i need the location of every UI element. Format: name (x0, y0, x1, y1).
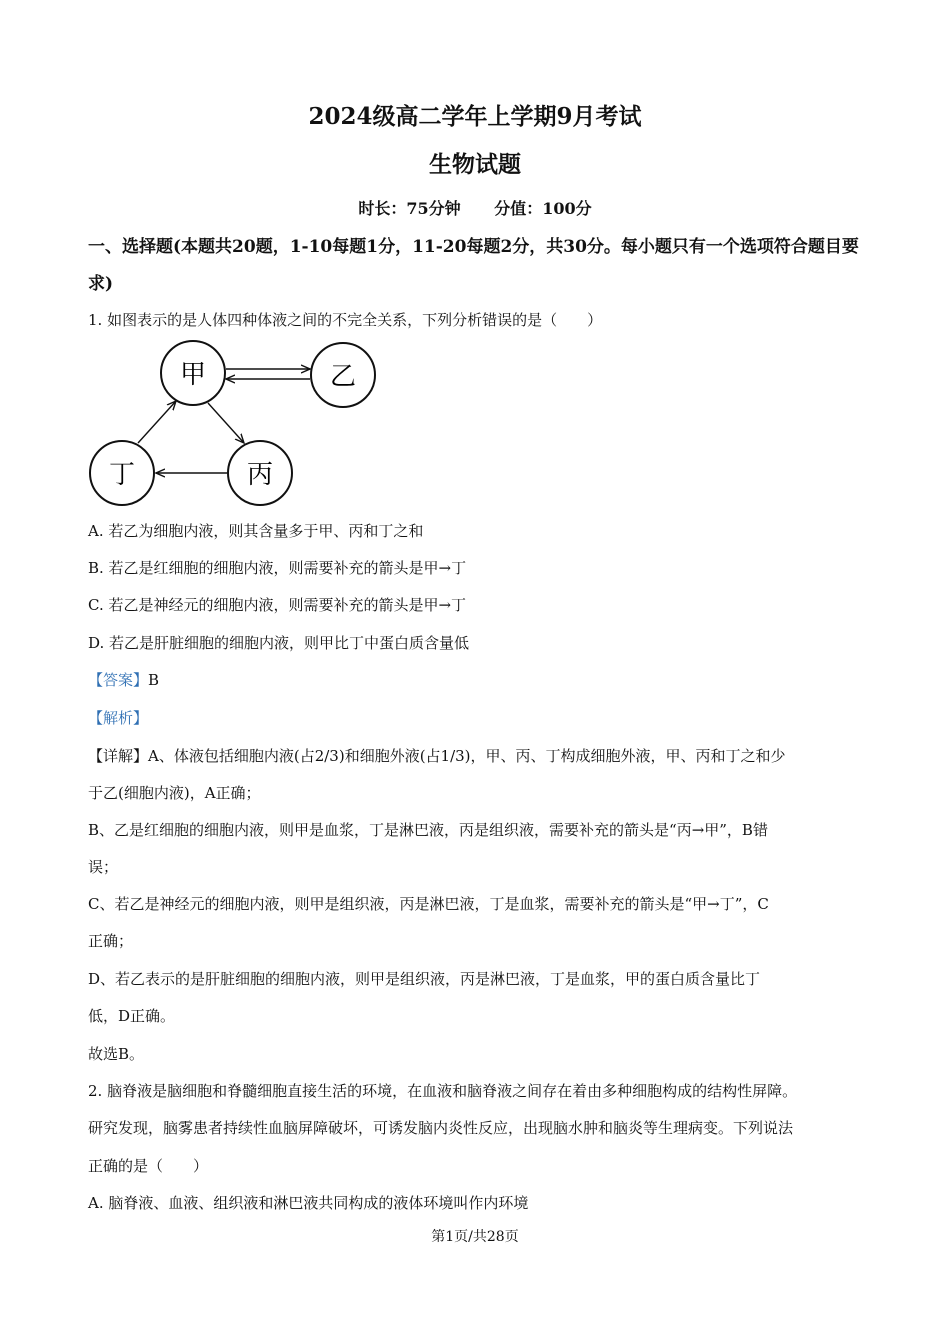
label-jia: 甲 (179, 360, 207, 390)
analysis-label: 【解析】 (88, 709, 149, 727)
detail-label: 【详解】 (88, 747, 149, 765)
arrow-ding-to-jia (138, 401, 176, 443)
explanation-line: D、若乙表示的是肝脏细胞的细胞内液，则甲是组织液，丙是淋巴液，丁是血浆，甲的蛋白质含量比丁 (88, 970, 761, 988)
label-ding: 丁 (108, 460, 136, 490)
explanation-line: 误； (88, 858, 119, 876)
answer-label: 【答案】 (88, 671, 149, 689)
exam-title: 2024级高二学年上学期9月考试 (308, 103, 642, 130)
q1-option-a: A. 若乙为细胞内液，则其含量多于甲、丙和丁之和 (88, 522, 424, 540)
q2-stem-line: 2. 脑脊液是脑细胞和脊髓细胞直接生活的环境，在血液和脑脊液之间存在着由多种细胞构成的结构性屏障。 (88, 1082, 798, 1100)
arrow-jia-to-bing (208, 403, 244, 443)
duration: 时长：75分钟 (358, 199, 461, 218)
explanation-text: A、体液包括细胞内液(占2/3)和细胞外液(占1/3)，甲、丙、丁构成细胞外液，甲、丙和丁之和少 (148, 747, 786, 765)
explanation-line: C、若乙是神经元的细胞内液，则甲是组织液，丙是淋巴液，丁是血浆，需要补充的箭头是“甲→丁”，C (88, 895, 769, 913)
q1-option-c: C. 若乙是神经元的细胞内液，则需要补充的箭头是甲→丁 (88, 596, 467, 614)
explanation-line: 正确； (88, 932, 134, 950)
exam-meta (0, 196, 950, 219)
label-bing: 丙 (246, 460, 274, 490)
q2-option-a: A. 脑脊液、血液、组织液和淋巴液共同构成的液体环境叫作内环境 (88, 1194, 529, 1212)
explanation-line: 于乙(细胞内液)，A正确； (88, 784, 261, 802)
q1-option-b: B. 若乙是红细胞的细胞内液，则需要补充的箭头是甲→丁 (88, 559, 467, 577)
body-fluid-diagram (86, 337, 386, 511)
explanation-line: 故选B。 (88, 1045, 145, 1063)
q2-stem-line: 研究发现，脑雾患者持续性血脑屏障破坏，可诱发脑内炎性反应，出现脑水肿和脑炎等生理病变。下列说法 (88, 1119, 794, 1137)
q1-option-d: D. 若乙是肝脏细胞的细胞内液，则甲比丁中蛋白质含量低 (88, 634, 470, 652)
label-yi: 乙 (329, 362, 357, 392)
section-heading: 一、选择题(本题共20题，1-10每题1分，11-20每题2分，共30分。每小题只有一个选项符合题目要求) (88, 237, 859, 294)
q1-answer (88, 669, 878, 690)
exam-subject: 生物试题 (429, 151, 521, 178)
page-number: 第1页/共28页 (431, 1229, 519, 1245)
explanation-line (88, 745, 878, 766)
answer-value: B (148, 671, 160, 689)
q2-stem-line: 正确的是（ ） (88, 1157, 209, 1175)
explanation-line: 低，D正确。 (88, 1007, 176, 1025)
explanation-line: B、乙是红细胞的细胞内液，则甲是血浆，丁是淋巴液，丙是组织液，需要补充的箭头是“丙→甲”，B错 (88, 821, 768, 839)
score: 分值：100分 (494, 199, 592, 218)
q1-stem: 1. 如图表示的是人体四种体液之间的不完全关系，下列分析错误的是（ ） (88, 311, 603, 329)
